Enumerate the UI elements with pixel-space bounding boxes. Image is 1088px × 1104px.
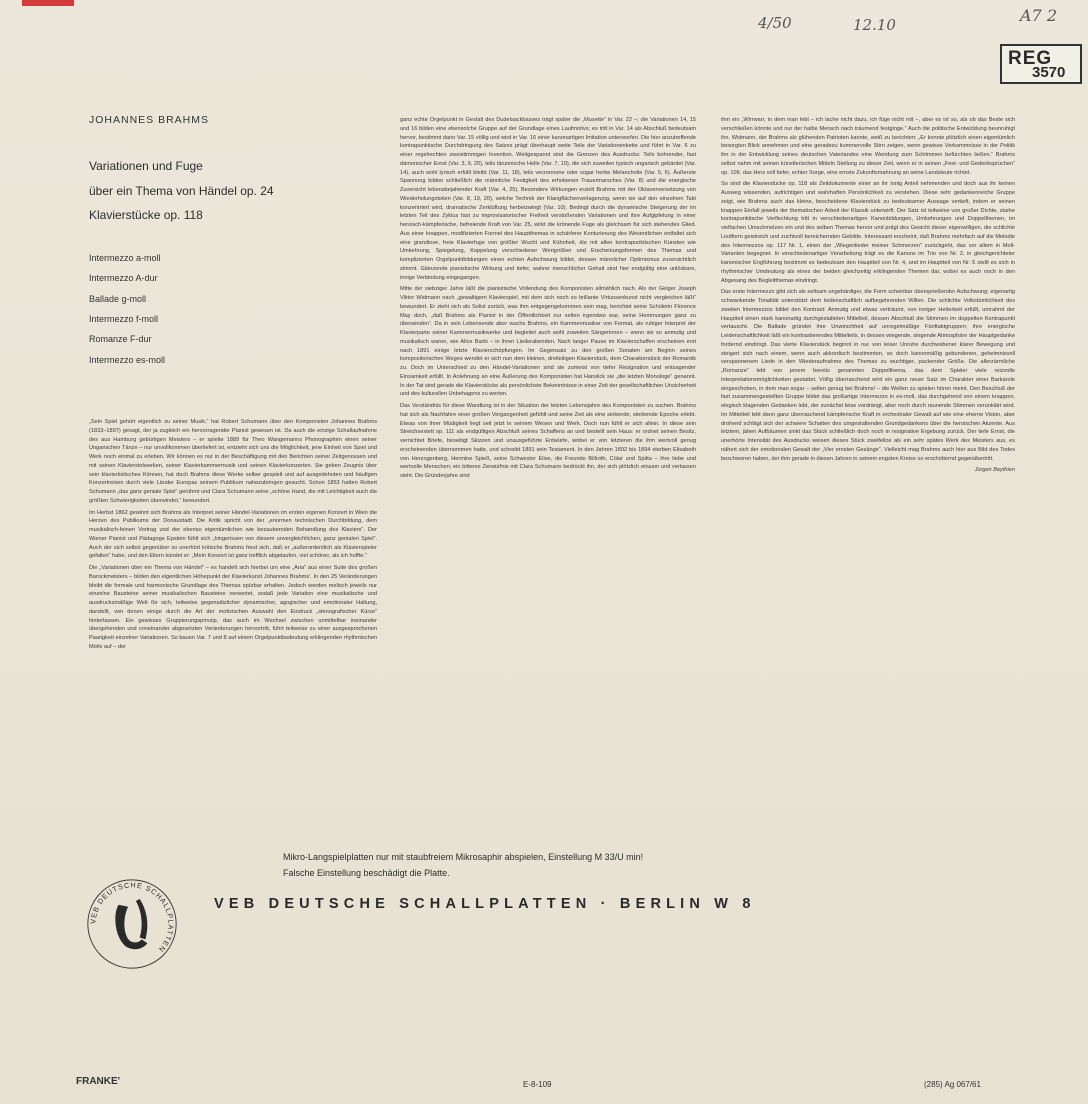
track-5: Romanze F-dur: [89, 334, 152, 344]
registration-stamp: [1000, 44, 1082, 84]
track-3: Ballade g-moll: [89, 294, 147, 304]
label-logo-icon: [84, 876, 180, 972]
composer-name: JOHANNES BRAHMS: [89, 114, 210, 126]
work-title-3: Klavierstücke op. 118: [89, 208, 203, 222]
liner-paragraph: Mitte der siebziger Jahre läßt die pianistische Vollendung des Komponisten allmählich nach. Als der Geiger Joseph Viktor Widmann nach „gewaltigem Klavierspiel, mit dem sich noch so brillante Virtuosenkunst nicht vergleichen läßt“ bewundert. Er zieht sich als Solist zurück, was ihm entgegengekommen sein mag, berichtet seine Schülerin Florence May doch, „daß Brahms als Pianist in der Öffentlichkeit nur selten irgendwo war, seine Hemmungen ganz zu überwinden“. Da in sein Lebensende aber wuchs Brahms, ein Kammermusiker von Format, als ruhiger Interpret der Klavierparte seiner Kammermusikwerke und begleitet auch wohl zuweilen Sängerinnen – wenn sie so anmutig und musikalisch waren, wie Alice Barbi – in ihren Liederabenden. Nach langer Pause im Klavierschaffen erscheinen erst nach 1891 einige letzte Klavierschöpfungen. Im Gegensatz zu den großen Sonaten am Beginn seines kompositorischen Weges wendet er sich nun dem kleinen, dreiteiligen Klavierstück, dem Charakterstück der Romantik zu. Doch im Unterschied zu den Händel-Variationen sind sie zumeist von tiefer Resignation und entsagender Einsamkeit erfüllt. In Anlehnung an eine Äußerung des Komponisten hat Hanslick sie „die letzten Monologe“ genannt. In der Tat sind gerade die Klavierstücke als persönlichste Bekenntnisse in einer Zeit der gesellschaftlichen Unsicherheit und des kulturellen Unbehagens zu werten.: [400, 286, 696, 398]
liner-paragraph: Im Herbst 1862 gewinnt sich Brahms als Interpret seiner Händel-Variationen im ersten eigenen Konzert in Wien die Herzen des Publikums der Donaustadt. Die Kritik spricht von der „enormen technischen Durchbildung, dem musikalisch-feinen Vortrag und der ebenso eigentümlichen wie bezaubernden Behandlung des Klaviers“. Der Wiener Pianist und Pädagoge Epstein fühlt sich „hingerissen von diesem unvergleichlichen, ganz genialen Spiel“. Auch der sich selbst gegenüber so unerhört kritische Brahms freut sich, daß er „außerordentlich als Klavierspieler gefallen“ habe, und den Eltern kündet er: „Mein Konzert ist ganz trefflich abgelaufen, viel schöner, als ich hoffte.“: [89, 509, 377, 560]
catalog-number: E-8-109: [523, 1080, 552, 1089]
track-2: Intermezzo A-dur: [89, 273, 158, 283]
print-code: (285) Ag 067/61: [924, 1080, 981, 1089]
liner-paragraph: ganz echte Orgelpunkt in Gestalt des Dudelsackbasses trägt später die „Musette“ in Var. 22 –; die Variationen 14, 15 und 16 bilden eine ebensolche Gruppe auf der Grundlage eines Laufmotivs; es tritt in Var. 14 als Abschluß bedeutsam hervor, bestimmt dann Var. 15 völlig und wird in Var. 16 einer kanonartigen Imitation unterworfen. Die hier anzutreffende kontrapunktische Durchdringung des Satzes prägt überhaupt weite Teile der Variationenkette und führt in Var. 6 zu einer regelrechten zweistimmigen Invention. Weitgespannt sind die Grenzen des Ausdrucks: Teils bohrender, fast dämonischer Ernst (Var. 3, 9, 20), teils tänzerische Helle (Var. 7, 19), die sich zuweilen typisch ungarisch gebärdet (Var. 14), auch wohl lyrisch erfüllt bleibt (Var. 11, 18), teils verzonnene oder sogar herbe Melancholie (Var. 5, 6). Äußerste Spannung bilden schließlich die männliche Festigkeit des erhobenen Trauermarsches (Var. 8) und die energische Zuversicht lebensbejahender Kraft (Var. 4, 25). Besondere Wirkungen erzielt Brahms mit der Oktaverversetzung von Wiederholungsteilen (Var. 8, 19, 20), welche Technik der Klangflächenverlagerung, wenn sie auf den einzelnen Takt konzentriert wird, dramatische Zerklüftung herbeizwingt (Var. 10). Bedingt durch die dynamische Steigerung der im letzten Teil des Zyklus fast zu improvisatorischer Freiheit verstoßenden Variationen und ihre Aufgipfelung in einer heroisch-kämpferische, befreiende Kraft von Var. 25, wirkt die krönende Fuge als gleichsam für sich stehendes Glied. Aus einer knappen, modifizierten Formel des Hauptthemas in schärferer Konturierung des Wesentlichen entfaltet sich eine grandiose, freie Klavierfuge von größter Wucht und Kühnheit, die mit allen kontrapunktischen Künsten wie Umkehrung, Spiegelung, Koppelung verschiedener Werigrößen und Erscheinungsformen des Themas und komplizierten Orgelpunktbildungen einen echten Aufschwung bildet, dessen männlicher Optimismus zuversichtlich stimmt. Glänzende pianistische Wirkung und tiefer, wahrer menschlicher Gehalt sind hier endgültig eine unlösbare, innige Verbindung eingegangen.: [400, 117, 696, 281]
liner-notes-column-right: [721, 116, 1015, 874]
work-title-1: Variationen und Fuge: [89, 159, 203, 173]
liner-notes-column-middle: [400, 116, 696, 870]
playback-notice-line-2: Falsche Einstellung beschädigt die Platte.: [283, 868, 450, 878]
stamp-number: 3570: [1032, 64, 1066, 81]
pencil-note-code: A7 2: [1020, 6, 1057, 25]
liner-notes-column-left: [89, 418, 377, 870]
playback-notice-line-1: Mikro-Langspielplatten nur mit staubfreiem Mikrosaphir abspielen, Einstellung M 33/U min!: [283, 852, 644, 862]
liner-paragraph: So sind die Klavierstücke op. 118 als Zeitdokumente einer an ihr innig Anteil nehmenden und doch aus ihr keinen Ausweg wissenden, aufrichtigen und wahrhaften Persönlichkeit zu verstehen. Diese sehr gedankenreiche Gruppe zeigt, wie Brahms auch das kleine, bescheidene Klavierstück zu bedeutsamer Aussage vertieft, indem er seinen knappen Einfall jeweils der thematischen Arbeit der Klassik unterwirft. Der Satz ist teilweise von großer Dichte, starke kontrapunktische Verflechtung tritt in verschiedenartigen Kanonbildungen, Umkehrungen und Doppelthemen, im vielfachen Umschmelzen ein und des selben Themas hervor und prägt des Gesicht dieser eigenwilligen, die schlichte Liedform geistreich und zuchtvoll bereichernden Gebilde. Interessant erscheint, daß Brahms mehrfach auf die Melodie des Intermezzos op. 117 Nr. 1, einen der „Wiegenlieder meiner Schmerzen“ zurückgeht, das vor allem in Moll-Varianten begegnet. In verschiedenartiger Verarbeitung trägt es die Kanons im Trio von Nr. 2, in gleichgerichteter kanonischer Engführung bestimmt es bedeutsam den Hauptteil von Nr. 4, und im Hauptteil von Nr. 5 stellt es sich in rhythmischer Umdeutung als eines der beiden gleichzeitig erklingenden Themen dar, wobei es auch noch in den Abgesang des Begleitthemas eindringt.: [721, 181, 1015, 284]
liner-paragraph: Das Verständnis für diese Wandlung ist in der Situation der letzten Lebensjahre des Komponisten zu suchen. Brahms hat sich als Nachfahre einer großen Vergangenheit gefühlt und seine Zeit als eine sinkende, sterbende Epoche erlebt. Etwas von ihrer Müdigkeit liegt seit jetzt in seinem Wesen und Werk. Doch nun fühlt er sich allein. In diese sein Streichsextett op. 111 als endgültigen Abschluß seines Schaffens an und bestellt sein Haus: er ordnet seinen Besitz, vernichtet Briefe, beseitigt Skizzen und unausgeführte Entwürfe, wobei er von letzteren die ihm wertvoll genug erscheinenden übernommen hatte, und schreibt 1891 sein Testament. In den Jahren 1892 bis 1894 sterben Elisabeth von Herzogenberg, Hermine Spieß, seine Schwester Elise, die Freunde Billroth, Cölar und Spitta – ihre liebe und wertvolle Menschen; ein bitteres Zerwürfnis mit Clara Schumann bedrückt ihn, der sich plötzlich einsam und verlassen sieht. Die Gründerjahre sind: [400, 403, 696, 479]
logo-ring-text: VEB DEUTSCHE SCHALLPLATTEN: [88, 880, 176, 955]
liner-paragraph: Die „Variationen über ein Thema von Händel“ – es handelt sich hierbei um eine „Aria“ aus einer Suite des großen Barockmeisters – bilden den eigentlichen Höhepunkt der Klavierkunst Johannes Brahms'. In den 25 Veränderungen bleibt die formale und harmonische Grundlage des Themas spürbar erhalten. Jedoch werden melisch jeweils nur einzelne Bausteine seiner musikalischen Bausteine verwertet, sodaß jede Variation eine musikalische und ausdrucksmäßige Welt für sich, teilweise gegensätzlicher dynamischer, agogischer und emotionaler Haltung, darstellt, von denen einige durch die Art der motivischen Auswahl den Eindruck „stenografischer Kürze“ hinterlassen. Ein gewisses Gruppierungsprinzip, das auch im Wechsel zwischen unmittelbar ineinander übergehenden und voneinander abgesetzten Veränderungen hervortritt, führt teilweise zu einer ausgesprochenen Paarigkeit einzelner Variationen. So bauen Var. 7 und 8 auf einem Orgelpunktbedeutung erklingenden rhythmischen Motiv auf – der: [89, 565, 377, 650]
red-tape-mark: [22, 0, 74, 6]
liner-paragraph: „Sein Spiel gehört eigentlich zu seiner Musik,“ hat Robert Schumann über den Komponisten Johannes Brahms (1833–1897) gesagt, der ja zugleich ein hervorragender Pianist gewesen ist. Da auch die einzige Schallaufnahme des aus Hamburg gebürtigen Meisters – er spielte 1889 für Theo Wangemanns Phonographen einen seiner Ungarischen Tänze – nur unvollkommen überliefert ist, entzieht sich uns die Möglichkeit, jene Einheit von Spiel und Werk noch einmal zu erleben. Wir können es nur in der Beschäftigung mit den Berichten seiner Zeitgenossen und mit seinen Klavierstolwerken, seiner Klavierkammermusik und seinen Klavierkonzerten. Sie geben Zeugnis über sein klaviertistisches Können, hat doch Brahms diese Werke selber gespielt und auf ausgedehnten und häufigen Konzertreisen durch viele Länder Europas seinem Publikum nahezubringen gesucht. Schon 1853 hatten Robert Schumann „das ganz geniale Spiel“ gerühmt und Clara Schumann seine „schöne Hand, die mit Leichtigkeit auch die größten Schwierigkeiten überwindet,“ bewundert.: [89, 419, 377, 504]
track-6: Intermezzo es-moll: [89, 355, 166, 365]
liner-paragraph: ihm ein „Wirrwarr, in dem man lebt – ich lache nicht dazu, ich füge nicht mit –, aber es ist so, als ob das Beste sich verschließen könnte und nur der halbe Mensch nach träumend festginge.“ Auch die politische Entwicklung beunruhigt ihn. Widmann, der Brahms als glühenden Patrioten kannte, weiß zu berichten: „Er konnte plötzlich einen eigentümlich besorgten Blick annehmen und eine geradezu kummervolle Stirn zeigen, wenn gewisse Verkommnisse in der Politik ihn in der Entwicklung seines deutschen Vaterlandes eine Wendung zum Schlimmen befürchten ließen.“ Brahms selbst nahm mit seinen künstlerischen Mitteln Stellung zu dieser Zeit, wenn er in seinen „Fest- und Gedenksprüchen“ op. 109, das Herz voll tiefer, echter Sorge, eine ernste Zukunftsmahnung an seine Landsleute richtet.: [721, 117, 1015, 176]
track-1: Intermezzo a-moll: [89, 253, 161, 263]
liner-paragraph: Das erste Intermezzo gibt sich als seltsam ungebärdiger, die Form scheinbar übersprießender Aufschwung; eigenartig schwankende Tonalität unterstützt dem leidenschaftlich aufbegehrenden Willen. Die schlichte Volkstümlichkeit des zweiten Intermezzos bildet den Kontrast: Anmutig und etwas verträumt, von inniger Heiterkeit erfüllt, umrahmt der Hauptteil einen stark kanonartig durchgestalteten Mittelteil, dessen Abschluß die Stimmen im doppelten Kontrapunkt vertauscht. Die Ballade gründet ihre Unwirschheit auf unregelmäßige Fünftaktgruppen; ihre energische Leidenschaftlichkeit läßt ein kontrastierendes Mittelteils, in dessen wiegende, singende Atmosphäre der Hauptgedanke fordernd eindringt. Das vierte Klavierstück beginnt in nur von leiser Unruhe durchwebener klarer Bewegung und steigert sich nach einem, wenn auch akkordisch bestimmten, so doch kanonmäßig gebundenen, geheimnisvoll verspannenem Liede in den Wiederaufnahme des Themas zu wuchtiger, packender Größe. Die allerzärmliche „Romanze“ lebt von jenem bereits genannten Doppelthema, das dem Spieler viele reizvolle Interpretationsmöglichkeiten gestattet. Völlig überraschend wird ein ganz neuer Satz im Charakter einer Barkarole eingeschoben, in dem man sogar – selten genug bei Brahms! – die Wellen zu spielen hören meint. Den Beschluß der fast zusammengestellten Gruppe bildet das großartige Intermezzo in es-moll, das durchgehend von einem knappen, elegisch klagenden Gedanken lebt, der zunächst leise vordrängt, aber noch durch raunende Stimmen verunklärt wird. Im Mittelteil lebt dann ganz überraschend kämpferische Kraft in orchestraler Gewalt auf wie eine eherne Vision, aber drohend schlägt sich der schwere Schatten des umgestaltenden Grundgedankens über die heroischen Akzente. Aus letztem, jähen Aufbäumen sinkt das Stück schließlich doch noch in resignative Ergebung zurück. Der tiefe Ernst, die unerhörte Intensität des Ausdrucks weisen dieses Stück zweifellos als ein sehr spätes Werk des Meisters aus, es nähert sich der emotionalen Gewalt der „Vier ernsten Gesänge“. Vielleicht mag Brahms auch hier aus Bild des Todes beschworen haben, der ihm gerade in diesen Jahren in seinem engsten Kreise so erschütternd gegenübertritt.: [721, 289, 1015, 462]
work-title-2: über ein Thema von Händel op. 24: [89, 184, 274, 198]
author-signature: Jürgen Beythien: [974, 467, 1015, 474]
pencil-note-date: 12.10: [853, 16, 896, 34]
track-4: Intermezzo f-moll: [89, 314, 159, 324]
publisher-brand-line: VEB DEUTSCHE SCHALLPLATTEN · BERLIN W 8: [214, 896, 756, 912]
printer-mark: FRANKE': [76, 1076, 121, 1087]
pencil-note-price: 4/50: [758, 14, 792, 32]
stamp-reg-label: REG: [1008, 48, 1053, 69]
